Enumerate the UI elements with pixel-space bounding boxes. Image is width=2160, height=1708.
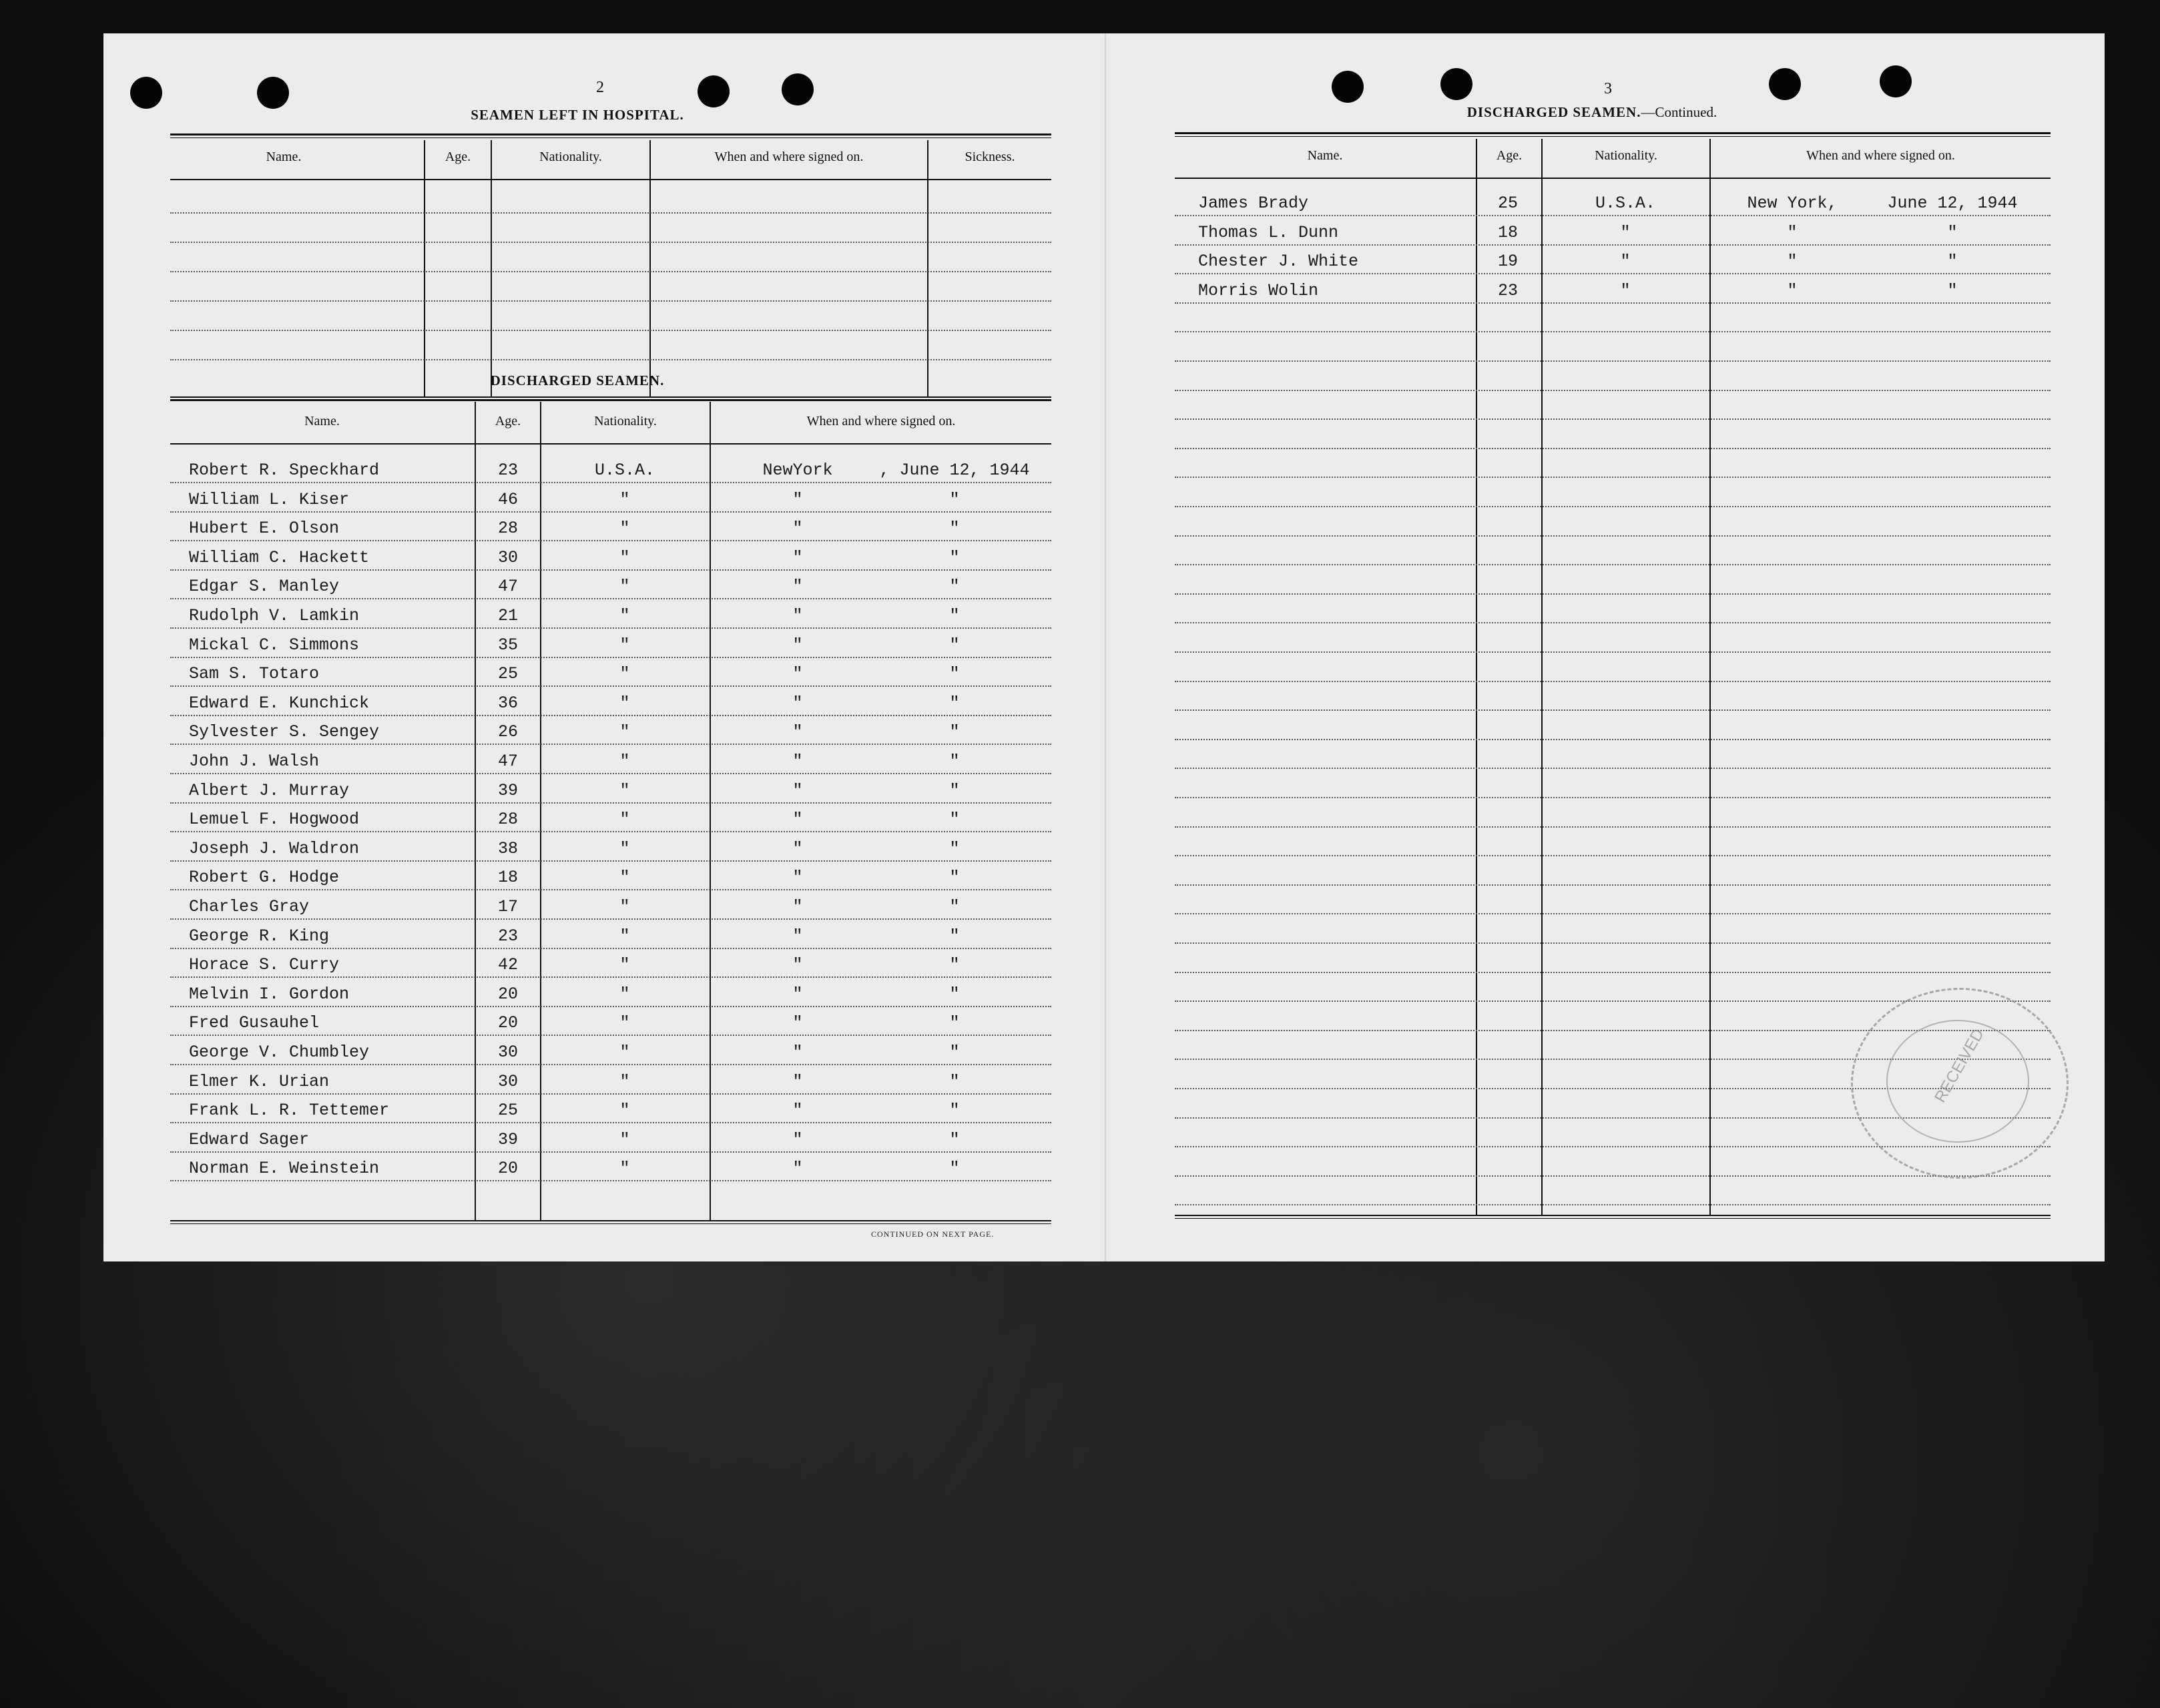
- seaman-age: 42: [497, 955, 518, 975]
- discharged-row-line: [170, 598, 1051, 599]
- seaman-age: 18: [497, 868, 518, 888]
- right-top-rule: [1175, 132, 2051, 134]
- seaman-age: 30: [497, 1043, 518, 1062]
- signed-on-date: ": [1947, 280, 1958, 300]
- right-row-line: [1175, 302, 2051, 304]
- punch-hole: [1880, 65, 1912, 97]
- signed-on-place: ": [792, 664, 803, 684]
- discharged-row-line: [170, 715, 1051, 716]
- seaman-age: 39: [497, 780, 518, 800]
- right-row-line: [1175, 477, 2051, 478]
- seaman-nationality: ": [619, 577, 630, 597]
- document-sheet: [103, 33, 2105, 1261]
- signed-on-place: ": [792, 1043, 803, 1062]
- seaman-nationality: ": [619, 780, 630, 800]
- seaman-name: Elmer K. Urian: [189, 1071, 330, 1091]
- right-row-line: [1175, 564, 2051, 565]
- discharged-row-line: [170, 976, 1051, 978]
- hospital-top-rule-2: [170, 137, 1051, 138]
- seaman-nationality: ": [1620, 280, 1631, 300]
- punch-hole: [130, 77, 162, 109]
- signed-on-date: ": [949, 926, 960, 946]
- seaman-name: Thomas L. Dunn: [1198, 222, 1339, 242]
- right-row-line: [1175, 972, 2051, 973]
- signed-on-place: ": [792, 1013, 803, 1033]
- signed-on-place: ": [792, 1101, 803, 1121]
- seaman-age: 23: [497, 461, 518, 480]
- signed-on-date: ": [949, 1013, 960, 1033]
- hospital-empty-row: [170, 359, 1051, 360]
- seaman-name: Lemuel F. Hogwood: [189, 810, 360, 830]
- seaman-nationality: U.S.A.: [1595, 194, 1655, 213]
- hospital-top-rule: [170, 133, 1051, 135]
- discharged-row-line: [170, 482, 1051, 483]
- right-header-nationality: Nationality.: [1595, 148, 1657, 163]
- discharged-continued-title: [1175, 104, 2009, 121]
- seaman-age: 30: [497, 547, 518, 567]
- seaman-name: James Brady: [1198, 194, 1309, 213]
- right-header-name: Name.: [1307, 148, 1343, 163]
- signed-on-date: ": [949, 838, 960, 858]
- seaman-name: Edward Sager: [189, 1129, 310, 1149]
- right-row-line: [1175, 331, 2051, 332]
- discharged-row-line: [170, 889, 1051, 890]
- discharged-row-line: [170, 1006, 1051, 1007]
- signed-on-place: ": [792, 955, 803, 975]
- discharged-continued-title-main: DISCHARGED SEAMEN.: [1466, 104, 1641, 120]
- right-col-divider: [1709, 139, 1711, 1215]
- signed-on-date: ": [949, 1071, 960, 1091]
- right-bottom-rule: [1175, 1215, 2051, 1216]
- signed-on-place: ": [792, 752, 803, 771]
- discharged-col-divider: [475, 402, 476, 1220]
- signed-on-place: ": [792, 780, 803, 800]
- hospital-header-nationality: Nationality.: [539, 150, 602, 164]
- seaman-age: 47: [497, 577, 518, 597]
- right-row-line: [1175, 244, 2051, 246]
- signed-on-place: ": [792, 606, 803, 625]
- right-row-line: [1175, 273, 2051, 274]
- signed-on-place: ": [792, 1129, 803, 1149]
- signed-on-date: ": [949, 664, 960, 684]
- right-bottom-rule-2: [1175, 1218, 2051, 1219]
- discharged-row-line: [170, 569, 1051, 571]
- hospital-bottom-rule: [170, 396, 1051, 398]
- signed-on-place: ": [1787, 252, 1798, 272]
- seaman-name: Norman E. Weinstein: [189, 1159, 380, 1179]
- right-row-line: [1175, 1175, 2051, 1177]
- signed-on-place: ": [792, 838, 803, 858]
- discharged-header-rule: [170, 443, 1051, 445]
- seaman-name: William L. Kiser: [189, 489, 350, 509]
- discharged-row-line: [170, 685, 1051, 687]
- signed-on-place: ": [792, 984, 803, 1004]
- right-row-line: [1175, 768, 2051, 769]
- discharged-header-signed-on: When and where signed on.: [806, 414, 956, 429]
- discharged-bottom-rule-2: [170, 1223, 1051, 1224]
- signed-on-date: ": [949, 984, 960, 1004]
- discharged-row-line: [170, 511, 1051, 513]
- signed-on-place: New York,: [1747, 194, 1838, 213]
- seaman-name: Charles Gray: [189, 897, 310, 916]
- seaman-name: Mickal C. Simmons: [189, 635, 360, 655]
- signed-on-date: ": [949, 577, 960, 597]
- discharged-header-name: Name.: [304, 414, 340, 429]
- seaman-name: Edgar S. Manley: [189, 577, 340, 597]
- signed-on-place: ": [792, 722, 803, 742]
- signed-on-date: ": [949, 752, 960, 771]
- hospital-header-signed-on: When and where signed on.: [714, 150, 864, 164]
- signed-on-date: ": [949, 780, 960, 800]
- seaman-age: 20: [497, 1013, 518, 1033]
- seaman-name: Horace S. Curry: [189, 955, 340, 975]
- signed-on-place: ": [792, 897, 803, 916]
- seaman-age: 30: [497, 1071, 518, 1091]
- seaman-nationality: ": [619, 955, 630, 975]
- discharged-col-divider: [710, 402, 711, 1220]
- hospital-empty-row: [170, 300, 1051, 302]
- seaman-name: Frank L. R. Tettemer: [189, 1101, 390, 1121]
- seaman-age: 39: [497, 1129, 518, 1149]
- seaman-name: Sam S. Totaro: [189, 664, 320, 684]
- signed-on-place: ": [792, 519, 803, 539]
- signed-on-place: ": [792, 926, 803, 946]
- seaman-nationality: ": [619, 926, 630, 946]
- seaman-age: 18: [1497, 222, 1518, 242]
- seaman-nationality: ": [619, 984, 630, 1004]
- punch-hole: [698, 75, 730, 107]
- seaman-nationality: ": [619, 664, 630, 684]
- seaman-age: 23: [1497, 280, 1518, 300]
- seaman-name: Albert J. Murray: [189, 780, 350, 800]
- seaman-name: Chester J. White: [1198, 252, 1359, 272]
- signed-on-date: ": [949, 1159, 960, 1179]
- signed-on-date: June 12, 1944: [1887, 194, 2018, 213]
- discharged-row-line: [170, 1064, 1051, 1065]
- right-row-line: [1175, 448, 2051, 449]
- seaman-age: 28: [497, 810, 518, 830]
- signed-on-date: ": [1947, 222, 1958, 242]
- seaman-nationality: ": [619, 1071, 630, 1091]
- right-row-line: [1175, 681, 2051, 682]
- right-row-line: [1175, 215, 2051, 216]
- seaman-age: 25: [497, 1101, 518, 1121]
- right-row-line: [1175, 1204, 2051, 1205]
- seaman-nationality: ": [619, 519, 630, 539]
- page-number-right: 3: [1604, 80, 1612, 97]
- right-row-line: [1175, 797, 2051, 798]
- right-col-divider: [1476, 139, 1477, 1215]
- discharged-row-line: [170, 831, 1051, 832]
- hospital-title: SEAMEN LEFT IN HOSPITAL.: [471, 107, 684, 123]
- seaman-nationality: ": [619, 1159, 630, 1179]
- received-stamp: [1851, 988, 2069, 1179]
- seaman-name: George V. Chumbley: [189, 1043, 370, 1062]
- right-row-line: [1175, 593, 2051, 595]
- right-header-signed-on: When and where signed on.: [1806, 148, 1955, 163]
- discharged-row-line: [170, 1180, 1051, 1181]
- seaman-nationality: ": [619, 693, 630, 713]
- right-row-line: [1175, 826, 2051, 828]
- seaman-age: 46: [497, 489, 518, 509]
- right-row-line: [1175, 506, 2051, 507]
- seaman-nationality: ": [619, 1101, 630, 1121]
- signed-on-date: ": [949, 519, 960, 539]
- discharged-row-line: [170, 657, 1051, 658]
- right-row-line: [1175, 651, 2051, 653]
- punch-hole: [782, 73, 814, 105]
- signed-on-date: ": [1947, 252, 1958, 272]
- discharged-header-nationality: Nationality.: [594, 414, 657, 429]
- seaman-nationality: ": [619, 838, 630, 858]
- seaman-age: 35: [497, 635, 518, 655]
- seaman-age: 36: [497, 693, 518, 713]
- right-row-line: [1175, 390, 2051, 391]
- discharged-row-line: [170, 1035, 1051, 1036]
- right-row-line: [1175, 884, 2051, 886]
- discharged-row-line: [170, 860, 1051, 862]
- discharged-row-line: [170, 1151, 1051, 1153]
- seaman-name: Melvin I. Gordon: [189, 984, 350, 1004]
- seaman-nationality: ": [619, 489, 630, 509]
- signed-on-place: ": [1787, 222, 1798, 242]
- received-stamp-text: RECEIVED: [1931, 1025, 1988, 1106]
- seaman-nationality: U.S.A.: [594, 461, 655, 480]
- discharged-row-line: [170, 1122, 1051, 1123]
- signed-on-date: ": [949, 897, 960, 916]
- seaman-nationality: ": [619, 868, 630, 888]
- right-row-line: [1175, 535, 2051, 537]
- discharged-row-line: [170, 773, 1051, 774]
- seaman-nationality: ": [1620, 222, 1631, 242]
- continued-footnote: CONTINUED ON NEXT PAGE.: [871, 1229, 995, 1239]
- discharged-row-line: [170, 802, 1051, 804]
- discharged-row-line: [170, 1093, 1051, 1095]
- right-header-age: Age.: [1496, 148, 1523, 163]
- seaman-age: 25: [497, 664, 518, 684]
- seaman-name: Rudolph V. Lamkin: [189, 606, 360, 625]
- signed-on-date: ": [949, 635, 960, 655]
- discharged-title: DISCHARGED SEAMEN.: [490, 372, 665, 388]
- signed-on-date: ": [949, 1043, 960, 1062]
- punch-hole: [257, 77, 289, 109]
- seaman-age: 21: [497, 606, 518, 625]
- right-col-divider: [1541, 139, 1543, 1215]
- page-fold: [1105, 33, 1106, 1261]
- signed-on-place: ": [792, 635, 803, 655]
- seaman-name: Sylvester S. Sengey: [189, 722, 380, 742]
- hospital-header-rule: [170, 179, 1051, 180]
- seaman-nationality: ": [619, 722, 630, 742]
- hospital-empty-row: [170, 212, 1051, 214]
- seaman-age: 20: [497, 984, 518, 1004]
- seaman-name: Joseph J. Waldron: [189, 838, 360, 858]
- signed-on-date: ": [949, 489, 960, 509]
- seaman-name: Robert G. Hodge: [189, 868, 340, 888]
- discharged-header-age: Age.: [495, 414, 521, 429]
- discharged-bottom-rule: [170, 1220, 1051, 1221]
- hospital-empty-row: [170, 242, 1051, 243]
- punch-hole: [1440, 68, 1472, 100]
- seaman-age: 20: [497, 1159, 518, 1179]
- signed-on-date: , June 12, 1944: [879, 461, 1030, 480]
- right-row-line: [1175, 709, 2051, 711]
- seaman-name: Edward E. Kunchick: [189, 693, 370, 713]
- seaman-nationality: ": [1620, 252, 1631, 272]
- hospital-empty-row: [170, 271, 1051, 272]
- discharged-row-line: [170, 540, 1051, 541]
- seaman-age: 17: [497, 897, 518, 916]
- seaman-age: 38: [497, 838, 518, 858]
- hospital-empty-row: [170, 330, 1051, 331]
- seaman-name: Hubert E. Olson: [189, 519, 340, 539]
- seaman-name: John J. Walsh: [189, 752, 320, 771]
- signed-on-place: ": [792, 693, 803, 713]
- discharged-top-rule: [170, 399, 1051, 401]
- seaman-name: Robert R. Speckhard: [189, 461, 380, 480]
- discharged-row-line: [170, 948, 1051, 949]
- signed-on-date: ": [949, 606, 960, 625]
- discharged-continued-title-suffix: —Continued.: [1641, 104, 1717, 120]
- seaman-nationality: ": [619, 635, 630, 655]
- seaman-age: 25: [1497, 194, 1518, 213]
- right-row-line: [1175, 913, 2051, 914]
- signed-on-date: ": [949, 722, 960, 742]
- right-row-line: [1175, 855, 2051, 856]
- right-row-line: [1175, 942, 2051, 944]
- signed-on-date: ": [949, 1129, 960, 1149]
- discharged-col-divider: [540, 402, 541, 1220]
- discharged-row-line: [170, 627, 1051, 629]
- seaman-nationality: ": [619, 752, 630, 771]
- seaman-nationality: ": [619, 810, 630, 830]
- hospital-header-name: Name.: [266, 150, 302, 164]
- seaman-nationality: ": [619, 606, 630, 625]
- signed-on-place: ": [792, 489, 803, 509]
- signed-on-place: ": [792, 577, 803, 597]
- seaman-nationality: ": [619, 547, 630, 567]
- seaman-nationality: ": [619, 897, 630, 916]
- seaman-name: William C. Hackett: [189, 547, 370, 567]
- page-number-left: 2: [596, 79, 604, 96]
- signed-on-date: ": [949, 693, 960, 713]
- seaman-age: 47: [497, 752, 518, 771]
- seaman-age: 19: [1497, 252, 1518, 272]
- seaman-age: 28: [497, 519, 518, 539]
- right-header-rule: [1175, 178, 2051, 179]
- discharged-row-line: [170, 918, 1051, 920]
- seaman-nationality: ": [619, 1129, 630, 1149]
- seaman-nationality: ": [619, 1043, 630, 1062]
- right-row-line: [1175, 739, 2051, 740]
- signed-on-date: ": [949, 1101, 960, 1121]
- right-top-rule-2: [1175, 136, 2051, 137]
- hospital-header-age: Age.: [445, 150, 471, 164]
- seaman-age: 23: [497, 926, 518, 946]
- signed-on-place: NewYork: [762, 461, 833, 480]
- signed-on-place: ": [792, 1071, 803, 1091]
- hospital-header-sickness: Sickness.: [965, 150, 1015, 164]
- signed-on-date: ": [949, 810, 960, 830]
- right-row-line: [1175, 360, 2051, 362]
- signed-on-date: ": [949, 547, 960, 567]
- right-row-line: [1175, 418, 2051, 420]
- punch-hole: [1332, 71, 1364, 103]
- signed-on-place: ": [792, 810, 803, 830]
- right-row-line: [1175, 622, 2051, 623]
- signed-on-date: ": [949, 955, 960, 975]
- seaman-name: George R. King: [189, 926, 330, 946]
- signed-on-place: ": [1787, 280, 1798, 300]
- signed-on-place: ": [792, 868, 803, 888]
- signed-on-place: ": [792, 547, 803, 567]
- seaman-age: 26: [497, 722, 518, 742]
- seaman-name: Fred Gusauhel: [189, 1013, 320, 1033]
- signed-on-date: ": [949, 868, 960, 888]
- seaman-name: Morris Wolin: [1198, 280, 1319, 300]
- seaman-nationality: ": [619, 1013, 630, 1033]
- discharged-row-line: [170, 744, 1051, 745]
- signed-on-place: ": [792, 1159, 803, 1179]
- punch-hole: [1769, 68, 1801, 100]
